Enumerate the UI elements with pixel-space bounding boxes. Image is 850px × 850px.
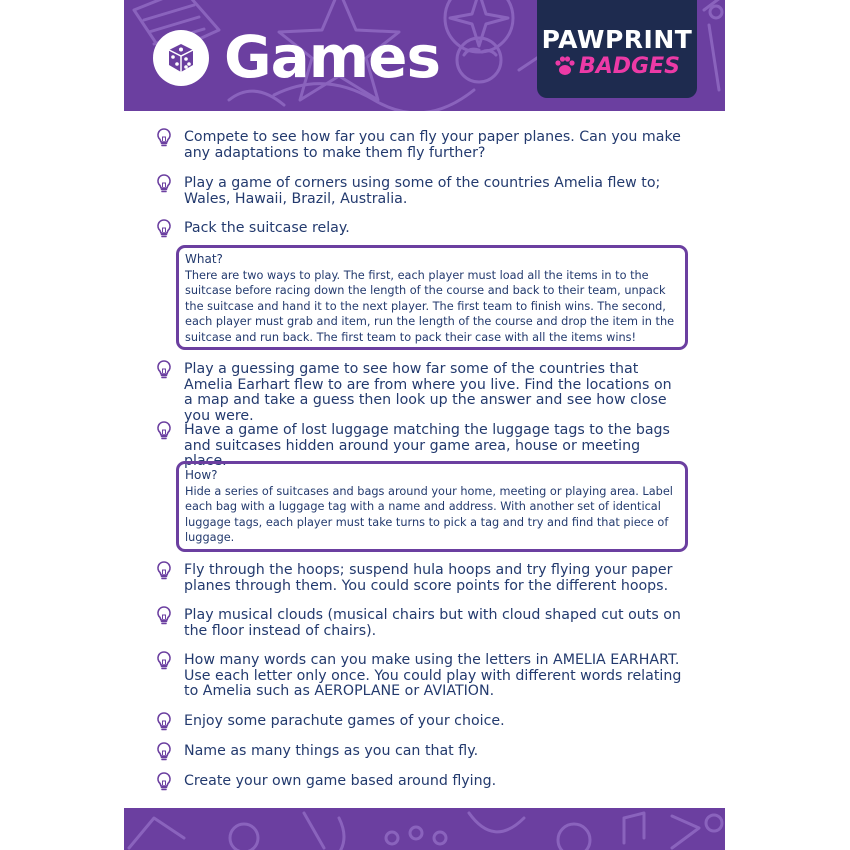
brand-name-top: PAWPRINT: [541, 25, 693, 54]
list-item: Have a game of lost luggage matching the luggage tags to the bags and suitcases hidden around your game area, house or meeting place.: [184, 422, 670, 469]
info-box-heading: What?: [185, 252, 223, 266]
footer-doodles-icon: [124, 808, 725, 850]
brand-logo: [537, 0, 697, 98]
lightbulb-icon: [155, 173, 173, 193]
list-item: Enjoy some parachute games of your choice.: [184, 713, 505, 729]
brand-name-bottom: BADGES: [579, 54, 680, 79]
list-item: Play a game of corners using some of the countries Amelia flew to; Wales, Hawaii, Brazil, Australia.: [184, 175, 661, 207]
lightbulb-icon: [155, 420, 173, 440]
info-box-how: [176, 461, 688, 552]
dice-icon: [153, 30, 209, 86]
lightbulb-icon: [155, 359, 173, 379]
list-item: Play musical clouds (musical chairs but with cloud shaped cut outs on the floor instead of chairs).: [184, 607, 681, 639]
lightbulb-icon: [155, 605, 173, 625]
lightbulb-icon: [155, 771, 173, 791]
info-box-what: [176, 245, 688, 350]
lightbulb-icon: [155, 560, 173, 580]
list-item: Pack the suitcase relay.: [184, 220, 350, 236]
info-box-text: There are two ways to play. The first, each player must load all the items in to the suitcase before racing down the length of the course and back to their team, unpack the suitcase and hand it to the next player. The first team to finish wins. The second, each player must grab and item, run the length of the course and drop the item in the suitcase and run back. The first team to pack their case with all the items wins!: [185, 268, 675, 344]
dice-badge: [153, 30, 209, 86]
list-item: Create your own game based around flying.: [184, 773, 497, 789]
list-item: Play a guessing game to see how far some of the countries that Amelia Earhart flew to are from where you live. Find the locations on a map and take a guess then look up the answer and see how close you were.: [184, 361, 672, 424]
paw-icon: [553, 54, 577, 78]
page-title: Games: [224, 23, 441, 91]
lightbulb-icon: [155, 741, 173, 761]
lightbulb-icon: [155, 127, 173, 147]
list-item: Compete to see how far you can fly your paper planes. Can you make any adaptations to make them fly further?: [184, 129, 681, 161]
info-box-text: Hide a series of suitcases and bags around your home, meeting or playing area. Label each bag with a luggage tag with a name and address. With another set of identical luggage tags, each player must take turns to pick a tag and try and find that piece of luggage.: [185, 484, 673, 544]
list-item: How many words can you make using the letters in AMELIA EARHART. Use each letter only once. You could play with different words relating to Amelia such as AEROPLANE or AVIATION.: [184, 652, 682, 699]
lightbulb-icon: [155, 711, 173, 731]
info-box-heading: How?: [185, 468, 218, 482]
header-banner: [124, 0, 725, 111]
list-item: Name as many things as you can that fly.: [184, 743, 479, 759]
footer-banner: [124, 808, 725, 850]
page: [124, 0, 725, 850]
lightbulb-icon: [155, 650, 173, 670]
lightbulb-icon: [155, 218, 173, 238]
list-item: Fly through the hoops; suspend hula hoops and try flying your paper planes through them. You could score points for the different hoops.: [184, 562, 673, 594]
